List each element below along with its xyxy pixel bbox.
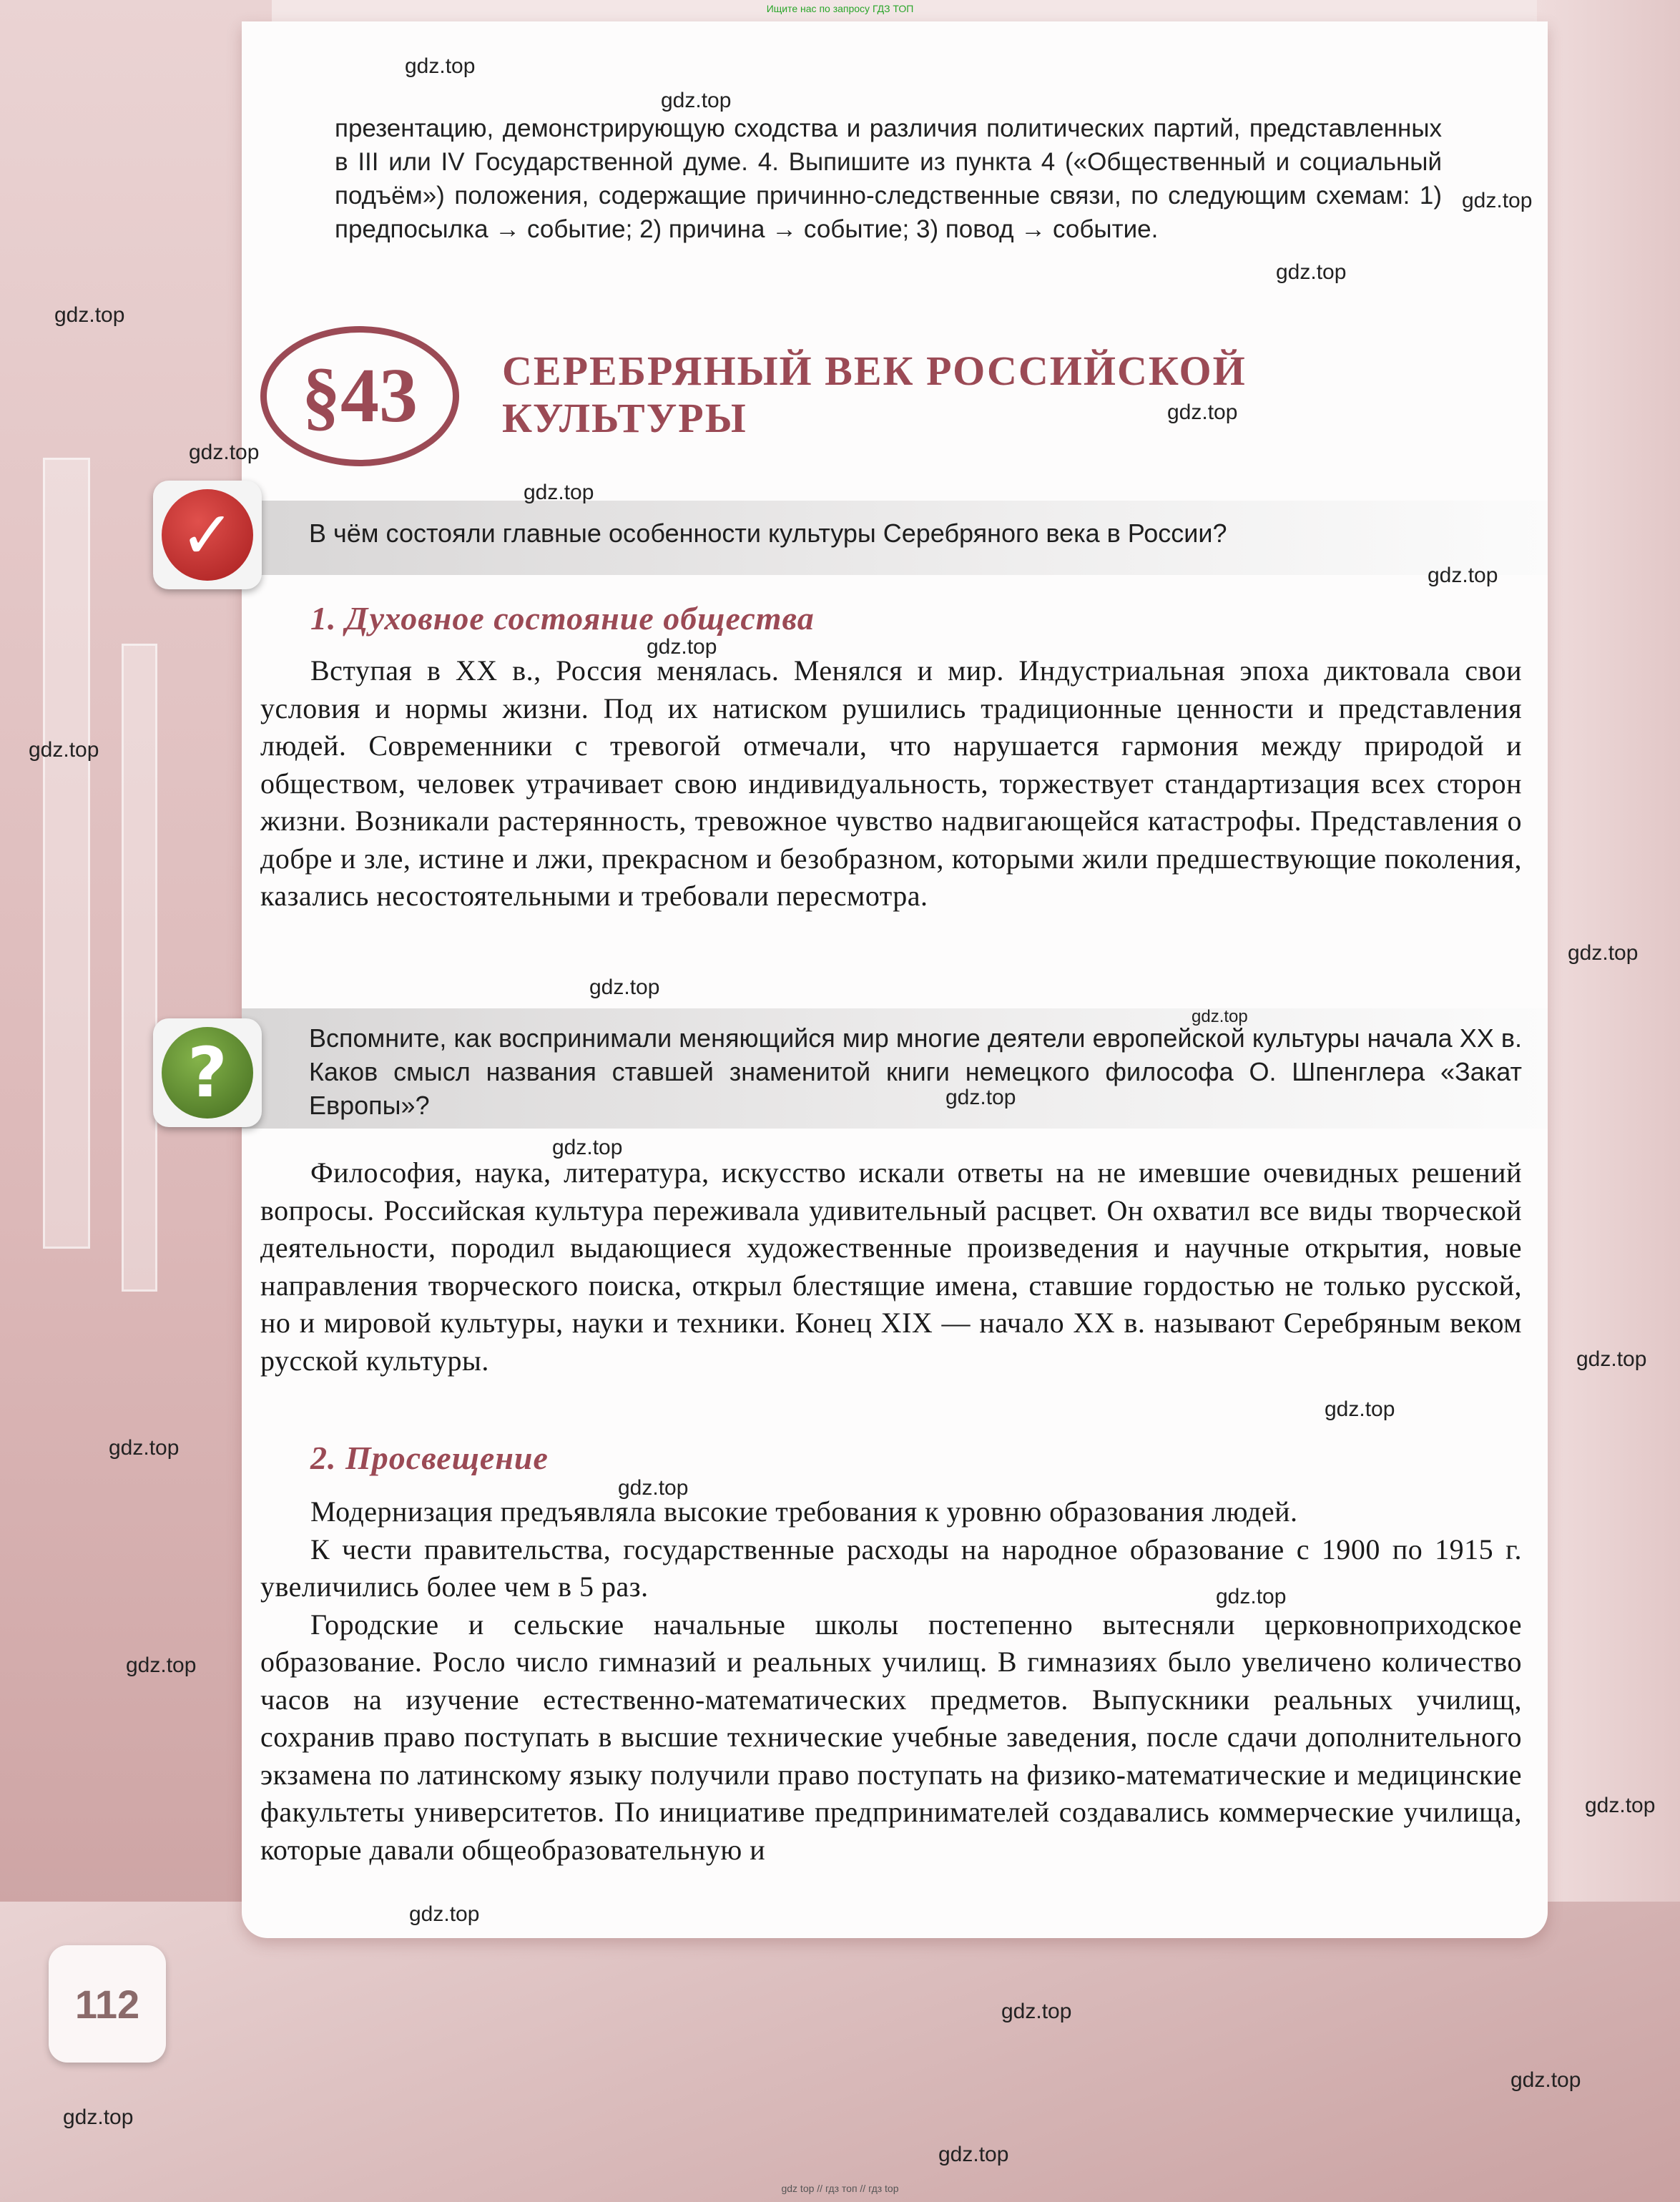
watermark: gdz.top [54,303,125,327]
section1-paragraph2-container [260,1154,1522,1380]
watermark: gdz.top [524,481,594,504]
watermark: gdz.top [409,1902,480,1926]
watermark: gdz.top [1167,400,1238,424]
section2-title: 2. Просвещение [310,1440,549,1476]
watermark: gdz.top [126,1653,197,1677]
watermark: gdz.top [589,975,660,999]
watermark: gdz.top [405,54,476,78]
background-right-edge [1537,0,1680,2202]
watermark: gdz.top [552,1136,623,1159]
watermark: gdz.top [618,1476,689,1500]
section2-paragraph1: Модернизация предъявляла высокие требования к уровню образования людей. [310,1495,1298,1528]
intro-text: презентацию, демонстрирующую сходства и различия политических партий, представленных в III или IV Государственной думе. 4. Выпишите из пункта 4 («Общественный и социальный подъём») положения, содержащие причинно-следственные связи, по следующим схемам: 1) предпосылка → событие; 2) причина → событие; 3) повод → событие. [335,114,1442,243]
watermark: gdz.top [1001,2000,1072,2023]
watermark: gdz.top [1216,1585,1287,1608]
watermark: gdz.top [661,89,732,112]
checkmark-icon-box [153,481,262,589]
section2-paragraph2: К чести правительства, государственные расходы на народное образование с 1900 по 1915 г. увеличились более чем в 5 раз. [260,1533,1522,1603]
watermark: gdz.top [1325,1397,1395,1421]
question-icon-box [153,1018,262,1127]
chapter-title-line2: КУЛЬТУРЫ [502,395,747,441]
watermark: gdz.top [647,635,717,659]
section1-paragraph2: Философия, наука, литература, искусство искали ответы на не имевшие очевидных решений вопросы. Российская культура переживала удивительный расцвет. Он охватил все виды творческой деятельности, породил выдающиеся художественные произведения и научные открытия, новые направления творческого поиска, открыл блестящие имена, ставшие гордостью не только русской, но и мировой культуры, науки и техники. Конец XIX — начало XX в. называют Серебряным веком русской культуры. [260,1156,1522,1377]
paragraph-badge: §43 [260,326,459,466]
watermark: gdz.top [63,2105,134,2129]
section1-paragraph1-container [260,652,1522,915]
decorative-chimney [122,644,157,1292]
watermark: gdz.top [945,1086,1016,1109]
section1-paragraph1: Вступая в XX в., Россия менялась. Менялся и мир. Индустриальная эпоха диктовала свои условия и нормы жизни. Под их натиском рушились традиционные ценности и представления людей. Современники с тревогой отмечали, что нарушается гармония между природой и обществом, человек утрачивает свою индивидуальность, торжествует стандартизация всех сторон жизни. Возникали растерянность, тревожное чувство надвигающейся катастрофы. Представления о добре и зле, истине и лжи, прекрасном и безобразном, которыми жили предшествующие поколения, казались несостоятельными и требовали пересмотра. [260,654,1522,912]
page-number: 112 [49,1945,166,2063]
key-question: В чём состояли главные особенности культуры Серебряного века в России? [309,518,1227,548]
watermark: gdz.top [109,1436,180,1460]
section2-paragraph3: Городские и сельские начальные школы постепенно вытесняли церковноприходское образование. Росло число гимназий и реальных училищ. В гимназиях было увеличено количество часов на изучение естественно-математических предметов. Выпускники реальных училищ, сохранив право поступать в высшие технические учебные заведения, после сдачи дополнительного экзамена по латинскому языку получили право поступать на физико-математические и медицинские факультеты университетов. По инициативе предпринимателей создавались коммерческие училища, которые давали общеобразовательную и [260,1608,1522,1866]
section1-title: 1. Духовное состояние общества [310,600,815,636]
watermark: gdz.top [1462,189,1533,212]
watermark: gdz.top [1192,1007,1248,1026]
watermark: gdz.top [1510,2068,1581,2092]
chapter-title-line1: СЕРЕБРЯНЫЙ ВЕК РОССИЙСКОЙ [502,348,1247,394]
watermark: gdz.top [1568,941,1639,965]
background-bottom-illustration [0,1902,1680,2202]
top-note: Ищите нас по запросу ГДЗ ТОП [766,3,914,14]
watermark: gdz.top [189,441,260,464]
bottom-note: gdz top // гдз топ // гдз top [781,2183,899,2194]
section2-text-container [260,1493,1522,1869]
watermark: gdz.top [1276,260,1347,284]
watermark: gdz.top [1428,564,1498,587]
watermark: gdz.top [29,738,99,762]
checkmark-icon: ✓ [162,489,253,581]
question-mark-icon: ? [162,1027,253,1119]
decorative-chimney [43,458,90,1249]
watermark: gdz.top [1576,1347,1647,1371]
watermark: gdz.top [938,2143,1009,2166]
recall-question: Вспомните, как воспринимали меняющийся мир многие деятели европейской культуры начала XX в. Каков смысл названия ставшей знаменитой книги немецкого философа О. Шпенглера «Закат Европы»? [309,1023,1522,1120]
watermark: gdz.top [1585,1794,1656,1817]
chapter-title [502,348,1360,442]
